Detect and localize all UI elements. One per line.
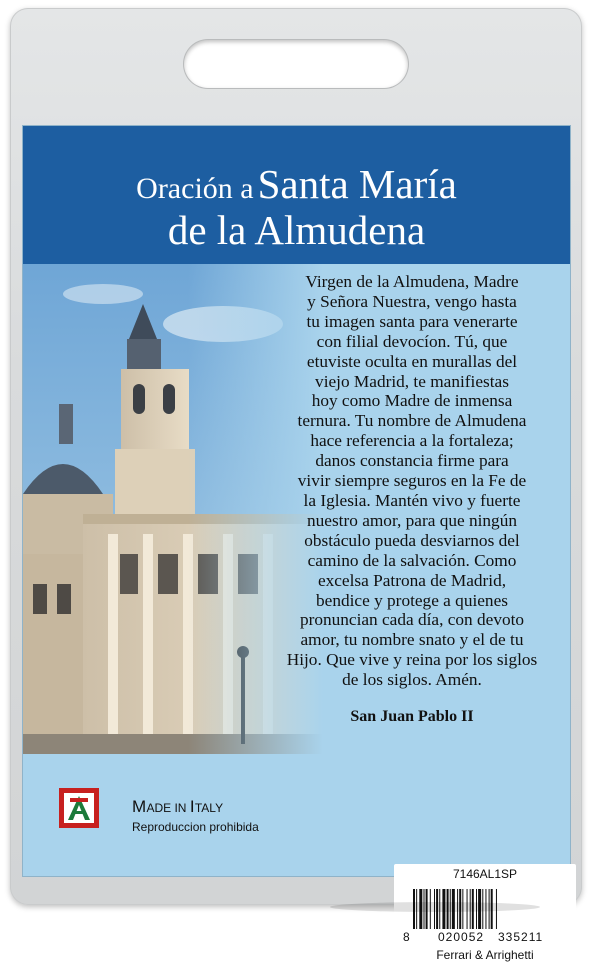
prayer-line: danos constancia firme para — [315, 451, 509, 471]
prayer-line: bendice y protege a quienes — [316, 590, 508, 610]
prayer-line: etuviste oculta en murallas del — [306, 351, 518, 371]
product-code: 7146AL1SP — [452, 867, 518, 881]
title-line-1 — [23, 160, 570, 208]
ferrari-arrighetti-logo — [59, 788, 99, 828]
prayer-line: y Señora Nuestra, vengo hasta — [307, 291, 517, 311]
barcode-digits-c: 335211 — [498, 930, 544, 944]
title-highlight: Santa María — [257, 161, 457, 207]
prayer-line: tu imagen santa para venerarte — [306, 311, 518, 331]
card-header — [23, 126, 570, 264]
barcode-digits-b: 020052 — [438, 930, 485, 944]
title-prefix: Oración a — [136, 172, 254, 205]
prayer-line: nuestro amor, para que ningún — [307, 510, 517, 530]
barcode-label — [394, 864, 576, 966]
prayer-line: obstáculo pueda desviarnos del — [304, 530, 520, 550]
made-in-italy — [132, 797, 223, 817]
prayer-line: amor, tu nombre snato y el de tu — [300, 630, 524, 650]
prayer-card — [23, 126, 570, 962]
prayer-line: ternura. Tu nombre de Almudena — [297, 411, 527, 431]
prayer-line: Hijo. Que vive y reina por los siglos — [286, 650, 538, 670]
prayer-line: con filial devocíon. Tú, que — [316, 331, 508, 351]
title-line-2: de la Almudena — [167, 207, 426, 253]
prayer-line: vivir siempre seguros en la Fe de — [297, 471, 527, 491]
made-small-2: TALY — [194, 801, 224, 815]
prayer-line: pronuncian cada día, con devoto — [299, 610, 525, 630]
made-big-i: I — [189, 797, 195, 816]
prayer-line: la Iglesia. Mantén vivo y fuerte — [303, 490, 521, 510]
prayer-author: San Juan Pablo II — [350, 708, 474, 725]
made-big-m: M — [132, 797, 147, 816]
drop-shadow — [330, 902, 540, 912]
prayer-line: viejo Madrid, te manifiestas — [315, 371, 509, 391]
prayer-line: Virgen de la Almudena, Madre — [305, 272, 519, 291]
prayer-line: excelsa Patrona de Madrid, — [317, 570, 507, 590]
prayer-text — [267, 272, 557, 690]
prayer-line: hace referencia a la fortaleza; — [310, 431, 514, 451]
prayer-line: camino de la salvación. Como — [307, 550, 517, 570]
reproduction-notice: Reproduccion prohibida — [132, 820, 259, 834]
prayer-line: de los siglos. Amén. — [342, 670, 482, 690]
hang-hole — [184, 40, 408, 88]
made-small-1: ADE IN — [146, 801, 190, 815]
prayer-line: hoy como Madre de inmensa — [311, 391, 513, 411]
company-name: Ferrari & Arrighetti — [436, 948, 534, 962]
barcode-digits-a: 8 — [403, 930, 411, 944]
